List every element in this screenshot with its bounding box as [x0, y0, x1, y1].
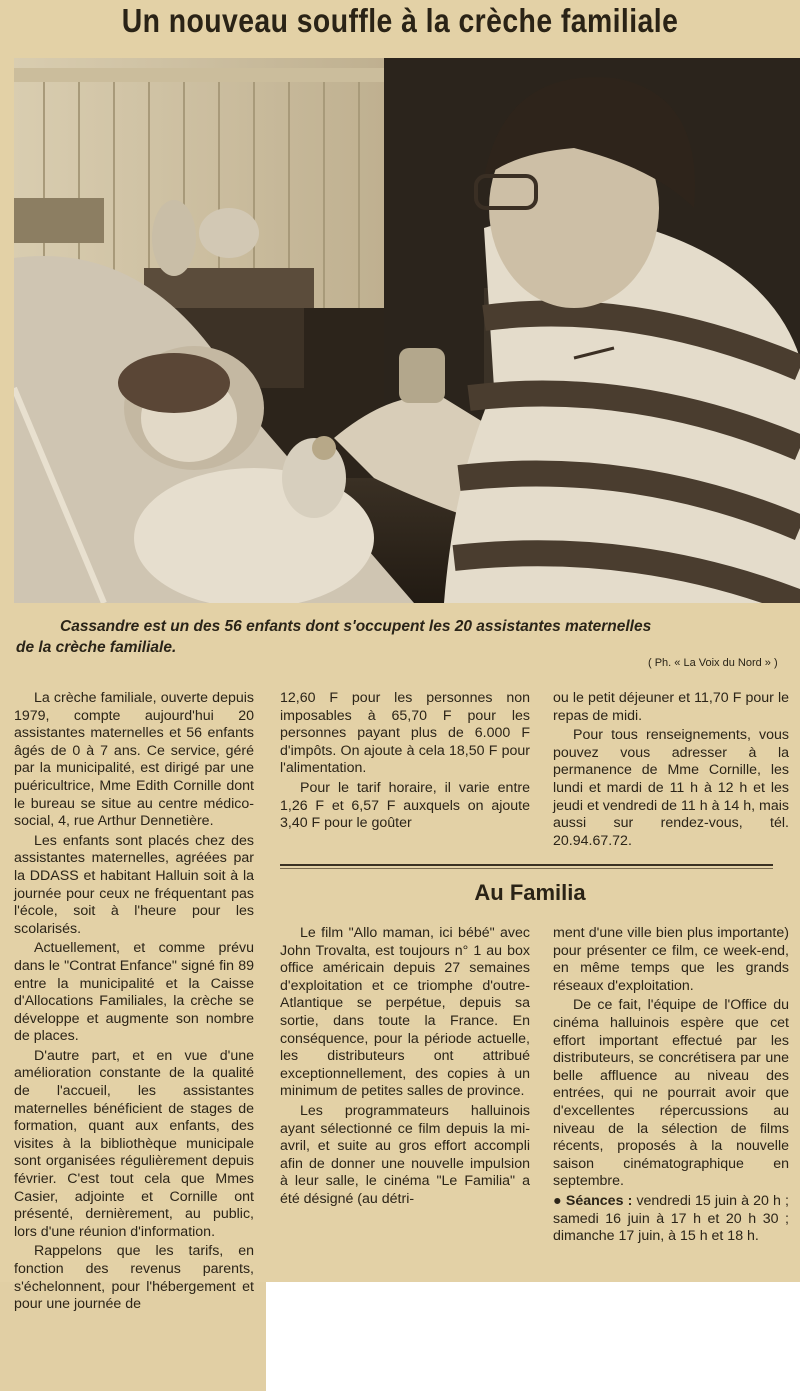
familia-paragraph: Les programmateurs halluinois ayant sélectionné ce film depuis la mi-avril, et suite au gros effort accompli afin de donner une nouvelle impulsion à leur salle, le cinéma "Le Familia" a été désigné (au détri- — [280, 1102, 530, 1207]
article-column-2 — [280, 690, 530, 833]
caption-line-2: de la crèche familiale. — [16, 639, 177, 656]
article-paragraph: D'autre part, et en vue d'une amélioration constante de la qualité de l'accueil, les assistantes maternelles bénéficient de stages de formation, quant aux enfants, des visites à la bibliothèque municipale sont organisées régulièrement depuis février. C'est tout cela que Mmes Casier, adjointe et Cornille ont présenté, dernièrement, au public, lors d'une réunion d'information. — [14, 1047, 254, 1240]
section-divider — [280, 864, 773, 866]
photo-credit: ( Ph. « La Voix du Nord » ) — [648, 657, 778, 669]
photo-illustration — [14, 58, 800, 603]
article-paragraph: Les enfants sont placés chez des assistantes maternelles, agréées par la DDASS et habitant Halluin soit à la journée pour ceux ne fréquentant pas l'école, soit à l'heure pour les scolarisés. — [14, 832, 254, 937]
familia-column-right — [553, 925, 789, 1246]
familia-paragraph: De ce fait, l'équipe de l'Office du cinéma halluinois espère que cet effort important effectué par les distributeurs, se concrétisera par une belle affluence au niveau des entrées, qui ne pourrait avoir que d'excellentes répercussions au niveau de la sélection de films récents, proposés à la nouvelle saison cinématographique en septembre. — [553, 997, 789, 1190]
article-column-1 — [14, 690, 254, 1314]
caption-line-1: Cassandre est un des 56 enfants dont s'occupent les 20 assistantes maternelles — [60, 618, 652, 635]
article-paragraph: Pour le tarif horaire, il varie entre 1,26 F et 6,57 F auxquels on ajoute 3,40 F pour le goûter — [280, 779, 530, 832]
article-paragraph: ou le petit déjeuner et 11,70 F pour le repas de midi. — [553, 690, 789, 724]
article-paragraph: Pour tous renseignements, vous pouvez vous adresser à la permanence de Mme Cornille, les lundi et mardi de 11 h à 12 h et les jeudi et vendredi de 11 h à 14 h, mais aussi sur rendez-vous, tél. 20.94.67.72. — [553, 727, 789, 849]
photo-caption — [16, 616, 800, 656]
familia-title: Au Familia — [474, 880, 586, 905]
seances-paragraph — [553, 1193, 789, 1246]
familia-paragraph: Le film "Allo maman, ici bébé" avec John Trovalta, est toujours n° 1 au box office américain depuis 27 semaines d'exploitation et ce triomphe d'outre-Atlantique se perpétue, depuis sa sortie, dans toute la France. En conséquence, pour la période actuelle, les distributeurs ont attribué exceptionnellement, des copies à un minimum de petites salles de province. — [280, 925, 530, 1100]
article-paragraph: Actuellement, et comme prévu dans le "Contrat Enfance" signé fin 89 entre la municipalité et la Caisse d'Allocations Familiales, la crèche se développe et augmente son nombre de places. — [14, 940, 254, 1045]
seances-label: ● Séances : — [553, 1192, 633, 1209]
blank-background — [266, 1282, 800, 1391]
section-divider-thin — [280, 868, 773, 869]
news-photo — [14, 58, 800, 603]
article-paragraph: Rappelons que les tarifs, en fonction des revenus parents, s'échelonnent, pour l'hébergement et pour une journée de — [14, 1243, 254, 1313]
article-column-3 — [553, 690, 789, 850]
headline: Un nouveau souffle à la crèche familiale — [121, 2, 679, 39]
familia-paragraph: ment d'une ville bien plus importante) pour présenter ce film, ce week-end, en même temps que les grands réseaux d'exploitation. — [553, 925, 789, 994]
seances-text: vendredi 15 juin à 20 h ; samedi 16 juin à 17 h et 20 h 30 ; dimanche 17 juin, à 15 h et 18 h. — [553, 1192, 789, 1245]
article-paragraph: La crèche familiale, ouverte depuis 1979, compte aujourd'hui 20 assistantes maternelles et 56 enfants âgés de 0 à 7 ans. Ce service, géré par la municipalité, est dirigé par une puéricultrice, Mme Edith Cornille dont le bureau se situe au centre médico-social, 4, rue Arthur Dennetière. — [14, 690, 254, 830]
familia-column-left — [280, 925, 530, 1209]
article-paragraph: 12,60 F pour les personnes non imposables à 65,70 F pour les personnes payant plus de 6.000 F d'impôts. On ajoute à cela 18,50 F pour l'alimentation. — [280, 690, 530, 777]
